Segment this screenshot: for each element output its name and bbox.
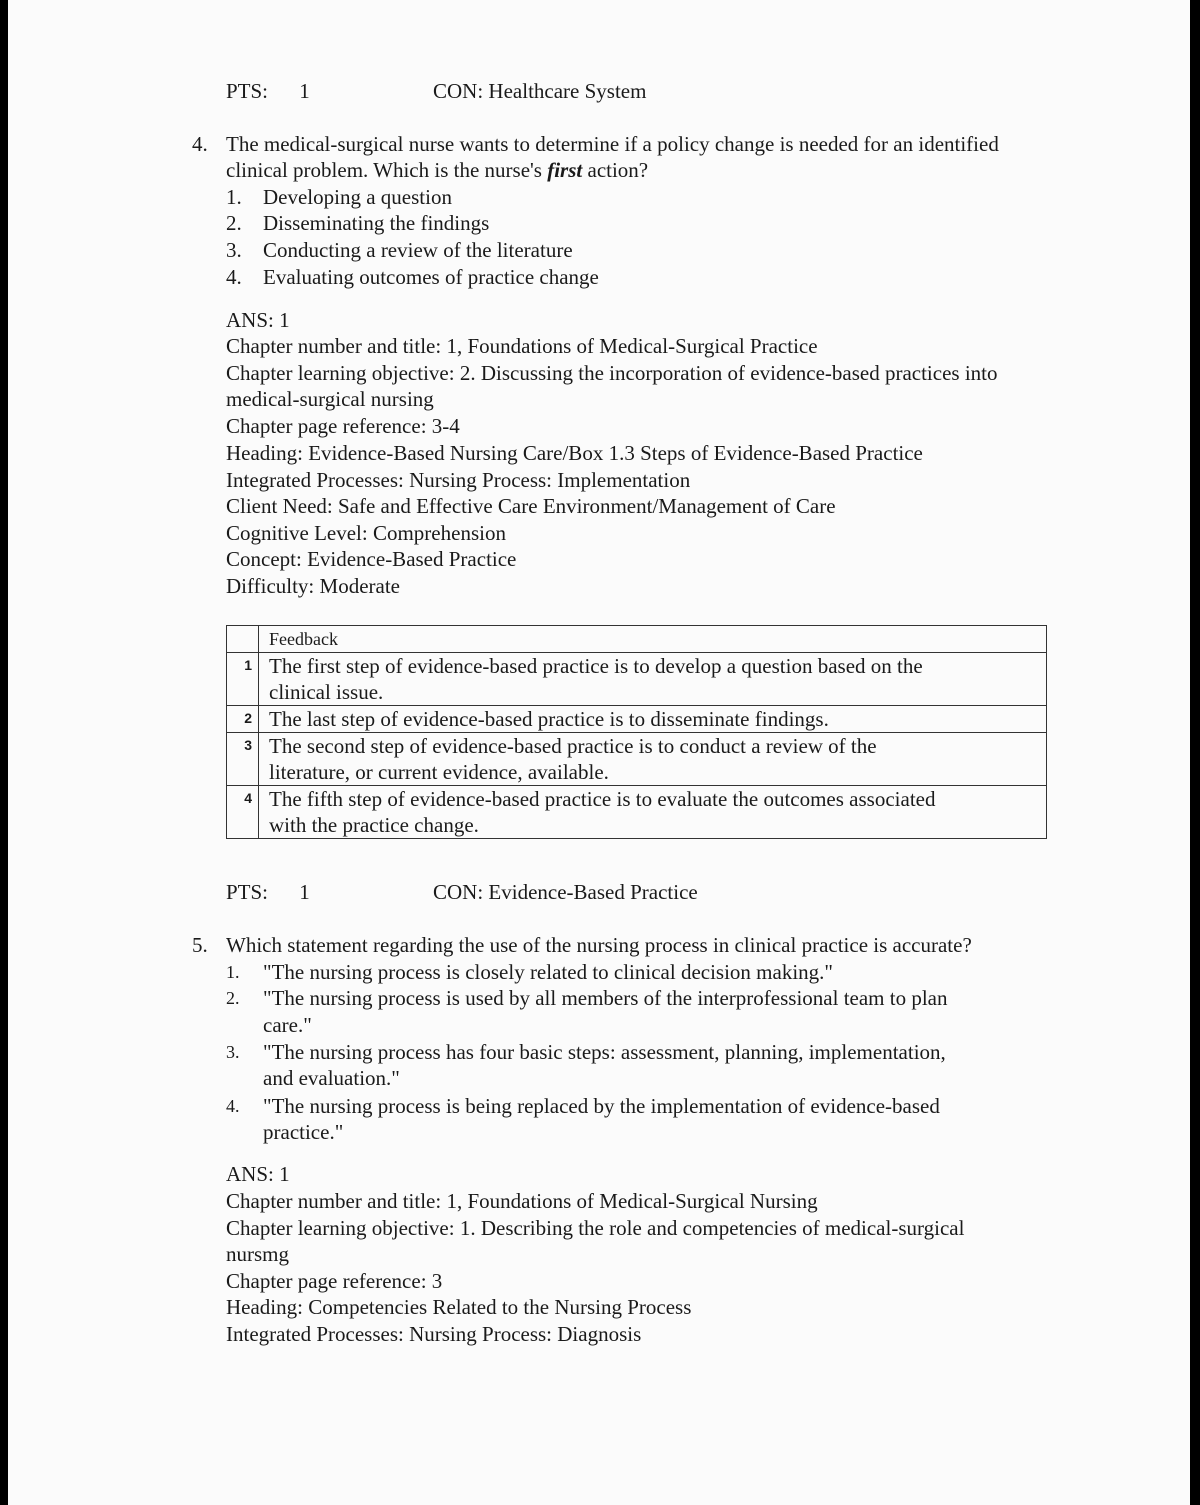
feedback-text: clinical issue. — [269, 680, 384, 704]
option-text: "The nursing process is closely related to clinical decision making." — [263, 960, 833, 984]
feedback-text: The fifth step of evidence-based practice is to evaluate the outcomes associated — [269, 787, 936, 811]
document-page — [8, 0, 1190, 1505]
question-stem-line1: The medical-surgical nurse wants to determine if a policy change is needed for an identified — [226, 132, 999, 156]
pts-line — [226, 78, 310, 104]
option-text: Conducting a review of the literature — [263, 238, 573, 262]
feedback-row — [227, 786, 1047, 839]
meta-line: Concept: Evidence-Based Practice — [226, 547, 517, 571]
feedback-num: 1 — [227, 653, 259, 706]
meta-line: Integrated Processes: Nursing Process: Implementation — [226, 468, 691, 492]
option-text: and evaluation." — [263, 1066, 400, 1090]
answer-line: ANS: 1 — [226, 308, 290, 332]
option-text: Evaluating outcomes of practice change — [263, 265, 599, 289]
meta-line: Client Need: Safe and Effective Care Environment/Management of Care — [226, 494, 836, 518]
con-text: CON: Evidence-Based Practice — [433, 880, 698, 904]
pts-line — [226, 879, 310, 905]
feedback-text: The last step of evidence-based practice is to disseminate findings. — [269, 707, 829, 731]
feedback-num: 2 — [227, 706, 259, 733]
feedback-text: with the practice change. — [269, 813, 479, 837]
feedback-text: The first step of evidence-based practice is to develop a question based on the — [269, 654, 923, 678]
question-number: 5. — [192, 933, 208, 957]
meta-line: Chapter number and title: 1, Foundations of Medical-Surgical Nursing — [226, 1189, 818, 1213]
feedback-row — [227, 653, 1047, 706]
question-stem-line2 — [226, 157, 648, 183]
option-text: practice." — [263, 1120, 344, 1144]
meta-line: Chapter page reference: 3 — [226, 1269, 443, 1293]
stem-text-post: action? — [582, 158, 649, 182]
pts-label: PTS: — [226, 79, 269, 103]
meta-line: Heading: Competencies Related to the Nursing Process — [226, 1295, 692, 1319]
meta-line: Chapter page reference: 3-4 — [226, 414, 460, 438]
meta-line: Cognitive Level: Comprehension — [226, 521, 506, 545]
feedback-header: Feedback — [259, 626, 1047, 653]
meta-line: nursmg — [226, 1242, 289, 1266]
option-num: 3. — [226, 238, 242, 262]
feedback-text: literature, or current evidence, available. — [269, 760, 609, 784]
option-text: care." — [263, 1013, 312, 1037]
feedback-row — [227, 733, 1047, 786]
answer-line: ANS: 1 — [226, 1162, 290, 1186]
pts-value: 1 — [299, 880, 310, 904]
meta-line: medical-surgical nursing — [226, 387, 434, 411]
question-stem: Which statement regarding the use of the nursing process in clinical practice is accurate? — [226, 933, 972, 957]
option-num: 1. — [226, 962, 240, 982]
meta-line: Integrated Processes: Nursing Process: Diagnosis — [226, 1322, 642, 1346]
pts-label: PTS: — [226, 880, 269, 904]
option-text: Disseminating the findings — [263, 211, 490, 235]
question-number: 4. — [192, 132, 208, 156]
meta-line: Chapter number and title: 1, Foundations of Medical-Surgical Practice — [226, 334, 818, 358]
feedback-num: 3 — [227, 733, 259, 786]
feedback-num: 4 — [227, 786, 259, 839]
option-num: 3. — [226, 1042, 240, 1062]
option-text: Developing a question — [263, 185, 452, 209]
option-num: 4. — [226, 265, 242, 289]
option-text: "The nursing process is used by all members of the interprofessional team to plan — [263, 986, 948, 1010]
option-num: 4. — [226, 1096, 240, 1116]
pts-value: 1 — [299, 79, 310, 103]
con-text: CON: Healthcare System — [433, 79, 647, 103]
stem-emphasis: first — [547, 158, 583, 182]
feedback-row — [227, 706, 1047, 733]
meta-line: Difficulty: Moderate — [226, 574, 400, 598]
option-num: 2. — [226, 988, 240, 1008]
option-num: 1. — [226, 185, 242, 209]
feedback-table — [226, 625, 1047, 839]
meta-line: Chapter learning objective: 2. Discussing the incorporation of evidence-based practices into — [226, 361, 998, 385]
option-num: 2. — [226, 211, 242, 235]
feedback-text: The second step of evidence-based practice is to conduct a review of the — [269, 734, 877, 758]
meta-line: Chapter learning objective: 1. Describing the role and competencies of medical-surgical — [226, 1216, 965, 1240]
option-text: "The nursing process has four basic steps: assessment, planning, implementation, — [263, 1040, 946, 1064]
meta-line: Heading: Evidence-Based Nursing Care/Box 1.3 Steps of Evidence-Based Practice — [226, 441, 923, 465]
feedback-header-row — [227, 626, 1047, 653]
stem-text-pre: clinical problem. Which is the nurse's — [226, 158, 548, 182]
option-text: "The nursing process is being replaced by the implementation of evidence-based — [263, 1094, 940, 1118]
